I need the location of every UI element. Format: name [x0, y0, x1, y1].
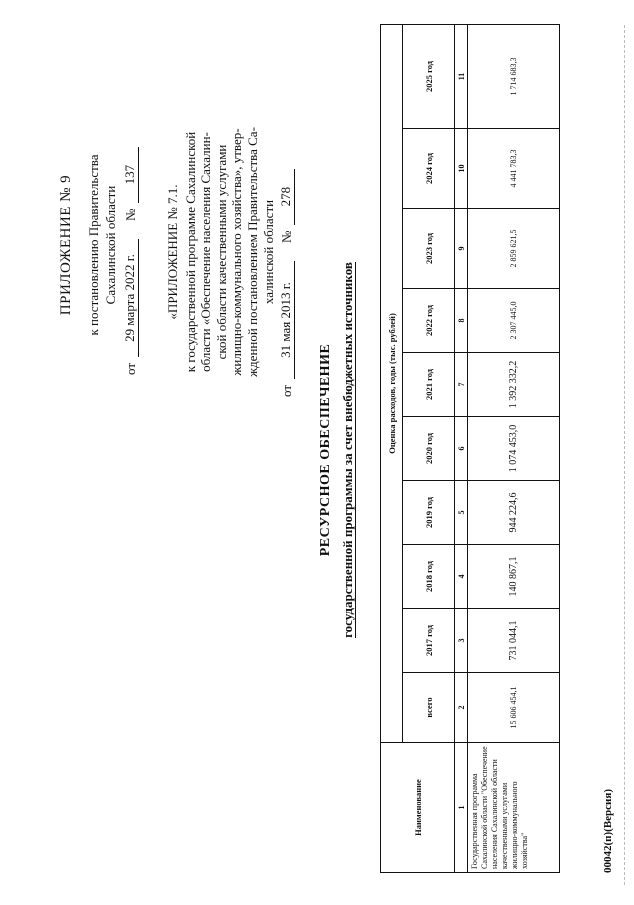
value-cell-2024: 4 441 783,3	[468, 129, 560, 209]
estimate-header: Оценка расходов, годы (тыс. рублей)	[381, 24, 403, 742]
from-label: от	[123, 362, 138, 375]
document-subtitle	[340, 215, 356, 685]
col-number: 9	[455, 209, 468, 289]
from-label: от	[279, 384, 295, 397]
value-cell-total: 15 606 454,1	[468, 673, 560, 743]
appendix-7-1-line: жденной постановлением Правительства Са-	[244, 127, 260, 377]
col-header: всего	[403, 673, 455, 743]
table-row	[468, 24, 560, 872]
program-name-cell: Государственная программа Сахалинской области "Обеспечение населения Сахалинской области качественными услугами жилищно-коммунального хозяйства"	[468, 743, 560, 873]
document-title: РЕСУРСНОЕ ОБЕСПЕЧЕНИЕ	[318, 343, 333, 557]
col-number: 5	[455, 481, 468, 545]
appendix-9-number: 137	[121, 147, 139, 203]
table-number-row	[455, 24, 468, 872]
appendix-7-1-line: ской области качественными услугами	[213, 144, 229, 360]
value-cell-2023: 2 859 621,5	[468, 209, 560, 289]
appendix-7-1-line: жилищно-коммунального хозяйства», утвер-	[229, 128, 245, 376]
value-cell-2025: 1 714 683,3	[468, 24, 560, 128]
appendix-7-1-block	[165, 107, 295, 397]
appendix-7-1-line: халинской области	[260, 199, 276, 305]
appendix-7-1-date-row	[278, 107, 295, 397]
appendix-7-1-date: 31 мая 2013 г.	[278, 261, 295, 379]
number-sign: №	[279, 230, 295, 243]
name-header: Наименование	[381, 743, 455, 873]
value-cell-2020: 1 074 453,0	[468, 417, 560, 481]
col-number: 11	[455, 24, 468, 128]
appendix-9-date-row	[121, 115, 139, 375]
resource-table	[380, 24, 560, 873]
appendix-9-line1: к постановлению Правительства	[86, 154, 101, 336]
appendix-7-1-line: области «Обеспечение населения Сахалин-	[198, 132, 214, 372]
appendix-9-line2: Сахалинской области	[103, 185, 118, 305]
value-cell-2021: 1 392 332,2	[468, 353, 560, 417]
value-cell-2017: 731 044,1	[468, 609, 560, 673]
col-header: 2024 год	[403, 129, 455, 209]
col-header: 2017 год	[403, 609, 455, 673]
document-footer-code: 00042(п)(Версия)	[602, 789, 614, 873]
col-header: 2025 год	[403, 24, 455, 128]
appendix-7-1-line: к государственной программе Сахалинской	[182, 131, 198, 373]
number-sign: №	[123, 208, 138, 221]
appendix-9-block	[58, 115, 139, 375]
appendix-7-1-title: «ПРИЛОЖЕНИЕ № 7.1.	[165, 184, 180, 320]
col-header: 2022 год	[403, 289, 455, 353]
table-header-row	[381, 24, 403, 872]
document-subtitle-text: государственной программы за счет внебюджетных источников	[340, 262, 355, 638]
col-header: 2019 год	[403, 481, 455, 545]
col-header: 2018 год	[403, 545, 455, 609]
col-number: 2	[455, 673, 468, 743]
col-number: 6	[455, 417, 468, 481]
scan-edge-artifact	[624, 25, 626, 885]
value-cell-2022: 2 307 445,0	[468, 289, 560, 353]
col-header: 2020 год	[403, 417, 455, 481]
appendix-7-1-number: 278	[278, 169, 295, 225]
col-header: 2023 год	[403, 209, 455, 289]
col-number: 8	[455, 289, 468, 353]
value-cell-2018: 140 867,1	[468, 545, 560, 609]
col-number: 1	[455, 743, 468, 873]
value-cell-2019: 944 224,6	[468, 481, 560, 545]
appendix-9-date: 29 марта 2022 г.	[121, 239, 139, 357]
col-number: 10	[455, 129, 468, 209]
appendix-9-title: ПРИЛОЖЕНИЕ № 9	[58, 174, 74, 316]
col-header: 2021 год	[403, 353, 455, 417]
col-number: 7	[455, 353, 468, 417]
col-number: 4	[455, 545, 468, 609]
col-number: 3	[455, 609, 468, 673]
